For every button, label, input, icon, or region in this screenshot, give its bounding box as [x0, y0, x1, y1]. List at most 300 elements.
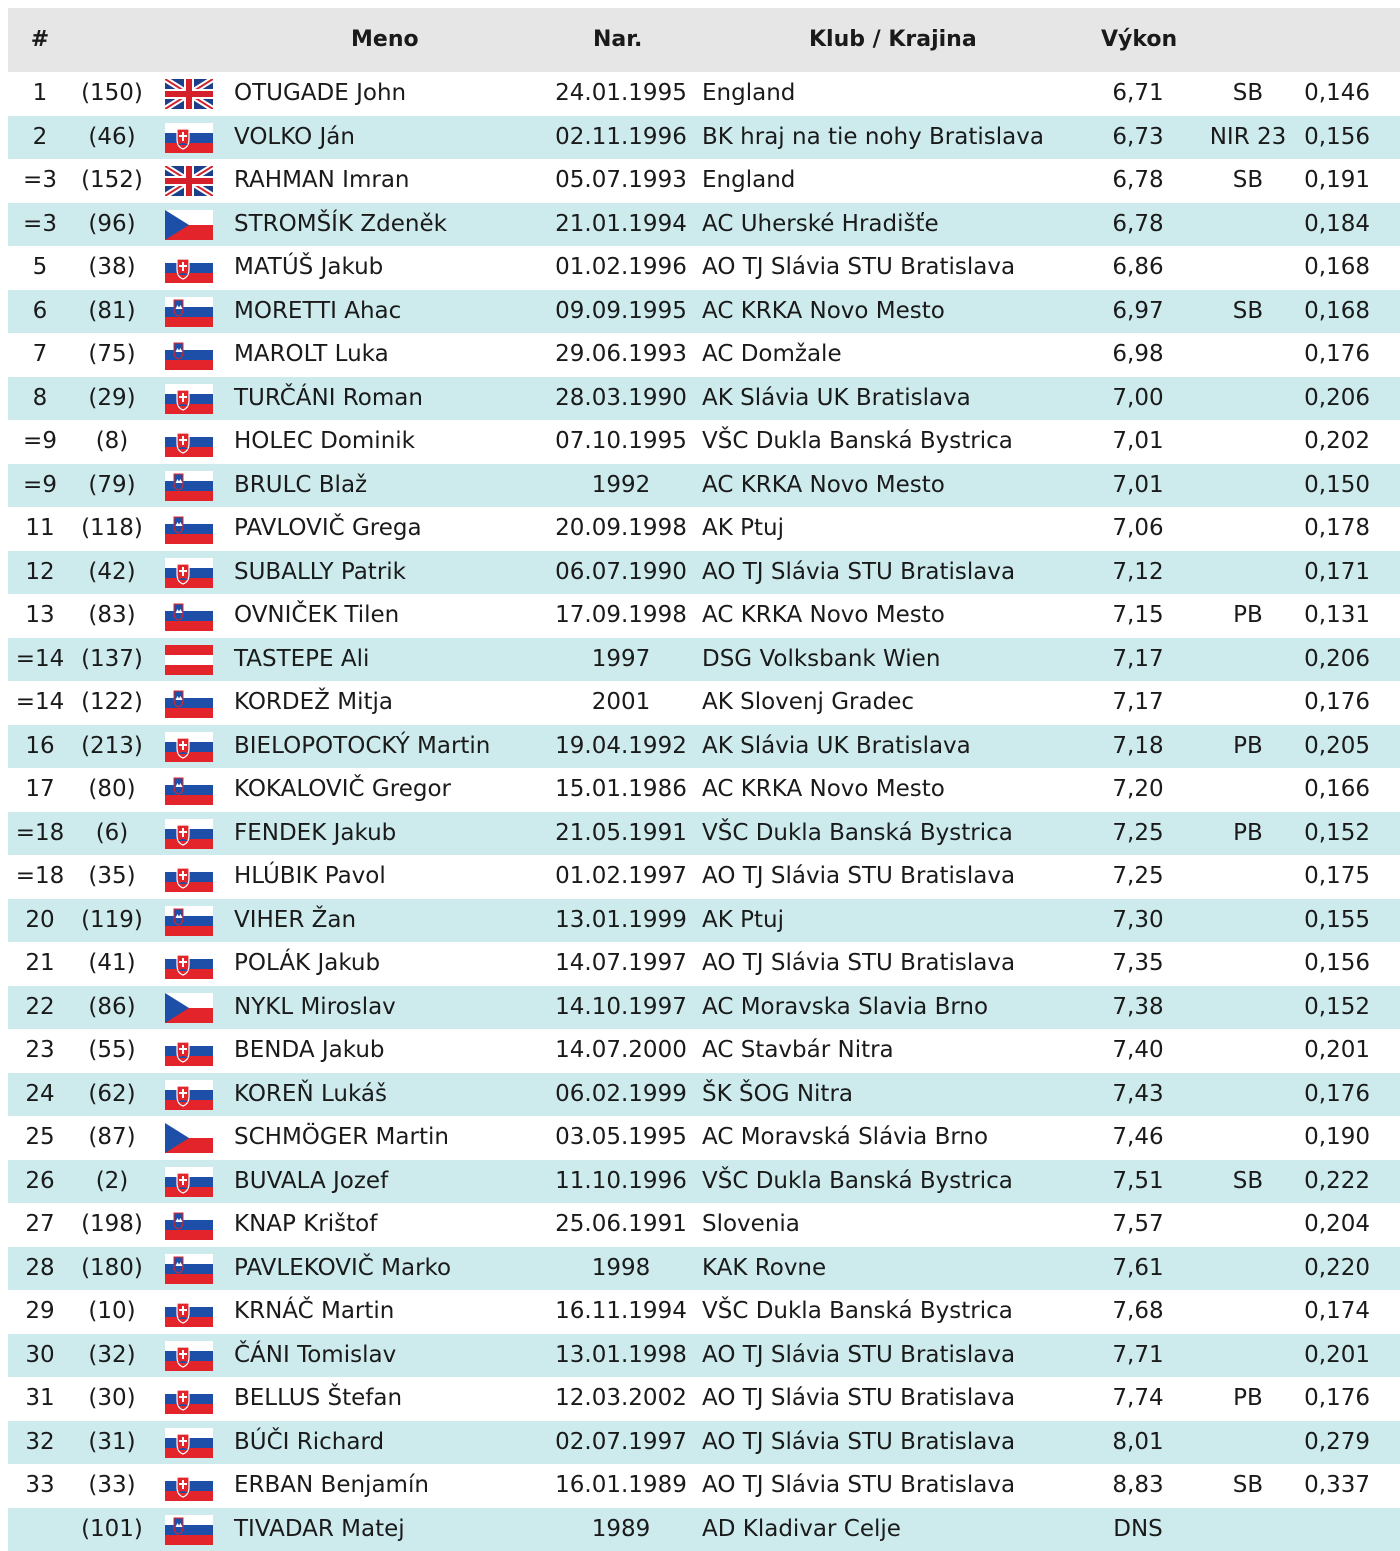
club-cell: AO TJ Slávia STU Bratislava [702, 1421, 1015, 1465]
reaction-cell: 0,337 [1304, 1464, 1370, 1508]
name-cell: KORDEŽ Mitja [234, 681, 393, 725]
reaction-cell: 0,156 [1304, 942, 1370, 986]
rank-cell: 31 [8, 1377, 72, 1421]
rank-cell: 8 [8, 377, 72, 421]
club-cell: AK Slávia UK Bratislava [702, 377, 971, 421]
bib-cell: (79) [74, 464, 150, 508]
bib-cell: (41) [74, 942, 150, 986]
rank-cell: 13 [8, 594, 72, 638]
table-row [8, 1334, 1400, 1378]
czech-flag-icon [165, 993, 213, 1023]
born-cell: 16.01.1989 [548, 1464, 694, 1508]
table-row [8, 1508, 1400, 1551]
bib-cell: (150) [74, 72, 150, 116]
club-cell: AK Slovenj Gradec [702, 681, 914, 725]
name-cell: OVNIČEK Tilen [234, 594, 399, 638]
born-cell: 12.03.2002 [548, 1377, 694, 1421]
name-cell: BENDA Jakub [234, 1029, 385, 1073]
reaction-cell: 0,131 [1304, 594, 1370, 638]
bib-cell: (118) [74, 507, 150, 551]
club-cell: England [702, 159, 795, 203]
born-cell: 06.07.1990 [548, 551, 694, 595]
bib-cell: (101) [74, 1508, 150, 1551]
name-cell: BELLUS Štefan [234, 1377, 402, 1421]
table-row [8, 551, 1400, 595]
performance-cell: 7,43 [1094, 1073, 1182, 1117]
header-born: Nar. [593, 8, 642, 72]
table-row [8, 507, 1400, 551]
table-row [8, 812, 1400, 856]
note-cell: PB [1202, 594, 1294, 638]
table-row [8, 681, 1400, 725]
performance-cell: 7,57 [1094, 1203, 1182, 1247]
performance-cell: 7,51 [1094, 1160, 1182, 1204]
performance-cell: 7,35 [1094, 942, 1182, 986]
rank-cell: 27 [8, 1203, 72, 1247]
bib-cell: (213) [74, 725, 150, 769]
slovakia-flag-icon [165, 1167, 213, 1197]
rank-cell: 2 [8, 116, 72, 160]
performance-cell: 7,71 [1094, 1334, 1182, 1378]
note-cell: SB [1202, 290, 1294, 334]
name-cell: BRULC Blaž [234, 464, 367, 508]
born-cell: 20.09.1998 [548, 507, 694, 551]
rank-cell: =3 [8, 159, 72, 203]
slovenia-flag-icon [165, 1254, 213, 1284]
name-cell: POLÁK Jakub [234, 942, 380, 986]
reaction-cell: 0,220 [1304, 1247, 1370, 1291]
performance-cell: 6,97 [1094, 290, 1182, 334]
austria-flag-icon [165, 645, 213, 675]
table-row [8, 1116, 1400, 1160]
note-cell: NIR 23 [1202, 116, 1294, 160]
born-cell: 1997 [548, 638, 694, 682]
born-cell: 06.02.1999 [548, 1073, 694, 1117]
reaction-cell: 0,155 [1304, 899, 1370, 943]
club-cell: AC Moravska Slavia Brno [702, 986, 988, 1030]
slovakia-flag-icon [165, 558, 213, 588]
club-cell: AC Stavbár Nitra [702, 1029, 894, 1073]
rank-cell: =18 [8, 855, 72, 899]
bib-cell: (35) [74, 855, 150, 899]
born-cell: 02.11.1996 [548, 116, 694, 160]
rank-cell: 29 [8, 1290, 72, 1334]
rank-cell: 7 [8, 333, 72, 377]
bib-cell: (80) [74, 768, 150, 812]
born-cell: 2001 [548, 681, 694, 725]
born-cell: 28.03.1990 [548, 377, 694, 421]
table-row [8, 116, 1400, 160]
reaction-cell: 0,279 [1304, 1421, 1370, 1465]
reaction-cell: 0,206 [1304, 377, 1370, 421]
slovakia-flag-icon [165, 123, 213, 153]
born-cell: 11.10.1996 [548, 1160, 694, 1204]
results-table [8, 8, 1400, 1551]
performance-cell: DNS [1094, 1508, 1182, 1551]
reaction-cell: 0,171 [1304, 551, 1370, 595]
header-performance: Výkon [1101, 8, 1177, 72]
table-row [8, 1377, 1400, 1421]
note-cell: SB [1202, 159, 1294, 203]
club-cell: AC Moravská Slávia Brno [702, 1116, 988, 1160]
reaction-cell: 0,146 [1304, 72, 1370, 116]
name-cell: ERBAN Benjamín [234, 1464, 429, 1508]
bib-cell: (31) [74, 1421, 150, 1465]
slovakia-flag-icon [165, 732, 213, 762]
name-cell: TURČÁNI Roman [234, 377, 423, 421]
czech-flag-icon [165, 1123, 213, 1153]
header-club: Klub / Krajina [809, 8, 977, 72]
performance-cell: 7,61 [1094, 1247, 1182, 1291]
club-cell: AC KRKA Novo Mesto [702, 594, 945, 638]
table-row [8, 942, 1400, 986]
born-cell: 14.07.2000 [548, 1029, 694, 1073]
bib-cell: (83) [74, 594, 150, 638]
bib-cell: (33) [74, 1464, 150, 1508]
rank-cell: 24 [8, 1073, 72, 1117]
club-cell: AK Ptuj [702, 899, 784, 943]
slovakia-flag-icon [165, 1297, 213, 1327]
club-cell: ŠK ŠOG Nitra [702, 1073, 853, 1117]
bib-cell: (87) [74, 1116, 150, 1160]
rank-cell: =9 [8, 420, 72, 464]
rank-cell: 33 [8, 1464, 72, 1508]
table-body [8, 72, 1400, 1551]
born-cell: 1989 [548, 1508, 694, 1551]
club-cell: AO TJ Slávia STU Bratislava [702, 551, 1015, 595]
reaction-cell: 0,202 [1304, 420, 1370, 464]
czech-flag-icon [165, 210, 213, 240]
note-cell: PB [1202, 812, 1294, 856]
name-cell: HLÚBIK Pavol [234, 855, 386, 899]
slovenia-flag-icon [165, 471, 213, 501]
born-cell: 19.04.1992 [548, 725, 694, 769]
reaction-cell: 0,168 [1304, 290, 1370, 334]
table-row [8, 594, 1400, 638]
header-name: Meno [351, 8, 419, 72]
club-cell: AO TJ Slávia STU Bratislava [702, 942, 1015, 986]
rank-cell: 25 [8, 1116, 72, 1160]
reaction-cell: 0,190 [1304, 1116, 1370, 1160]
club-cell: AC KRKA Novo Mesto [702, 768, 945, 812]
slovenia-flag-icon [165, 1515, 213, 1545]
name-cell: NYKL Miroslav [234, 986, 396, 1030]
name-cell: TASTEPE Ali [234, 638, 369, 682]
performance-cell: 7,17 [1094, 638, 1182, 682]
performance-cell: 7,01 [1094, 420, 1182, 464]
born-cell: 03.05.1995 [548, 1116, 694, 1160]
name-cell: SCHMÖGER Martin [234, 1116, 449, 1160]
rank-cell: 1 [8, 72, 72, 116]
performance-cell: 6,78 [1094, 203, 1182, 247]
born-cell: 24.01.1995 [548, 72, 694, 116]
performance-cell: 7,46 [1094, 1116, 1182, 1160]
bib-cell: (96) [74, 203, 150, 247]
name-cell: SUBALLY Patrik [234, 551, 406, 595]
performance-cell: 7,30 [1094, 899, 1182, 943]
reaction-cell: 0,178 [1304, 507, 1370, 551]
born-cell: 1998 [548, 1247, 694, 1291]
performance-cell: 6,98 [1094, 333, 1182, 377]
club-cell: AK Slávia UK Bratislava [702, 725, 971, 769]
reaction-cell: 0,168 [1304, 246, 1370, 290]
slovenia-flag-icon [165, 340, 213, 370]
slovenia-flag-icon [165, 688, 213, 718]
performance-cell: 8,01 [1094, 1421, 1182, 1465]
club-cell: DSG Volksbank Wien [702, 638, 940, 682]
club-cell: VŠC Dukla Banská Bystrica [702, 1160, 1013, 1204]
bib-cell: (29) [74, 377, 150, 421]
name-cell: BUVALA Jozef [234, 1160, 388, 1204]
name-cell: PAVLEKOVIČ Marko [234, 1247, 451, 1291]
reaction-cell: 0,201 [1304, 1334, 1370, 1378]
table-row [8, 203, 1400, 247]
bib-cell: (2) [74, 1160, 150, 1204]
note-cell: SB [1202, 1464, 1294, 1508]
performance-cell: 6,86 [1094, 246, 1182, 290]
table-row [8, 72, 1400, 116]
club-cell: KAK Rovne [702, 1247, 826, 1291]
bib-cell: (10) [74, 1290, 150, 1334]
slovenia-flag-icon [165, 1210, 213, 1240]
name-cell: MAROLT Luka [234, 333, 389, 377]
slovenia-flag-icon [165, 906, 213, 936]
reaction-cell: 0,156 [1304, 116, 1370, 160]
born-cell: 13.01.1999 [548, 899, 694, 943]
performance-cell: 7,00 [1094, 377, 1182, 421]
reaction-cell: 0,201 [1304, 1029, 1370, 1073]
reaction-cell: 0,166 [1304, 768, 1370, 812]
performance-cell: 7,17 [1094, 681, 1182, 725]
born-cell: 21.05.1991 [548, 812, 694, 856]
slovenia-flag-icon [165, 775, 213, 805]
reaction-cell: 0,150 [1304, 464, 1370, 508]
table-row [8, 377, 1400, 421]
bib-cell: (81) [74, 290, 150, 334]
slovakia-flag-icon [165, 1036, 213, 1066]
table-row [8, 1290, 1400, 1334]
rank-cell: =14 [8, 638, 72, 682]
bib-cell: (198) [74, 1203, 150, 1247]
rank-cell: 6 [8, 290, 72, 334]
slovakia-flag-icon [165, 862, 213, 892]
club-cell: VŠC Dukla Banská Bystrica [702, 812, 1013, 856]
club-cell: BK hraj na tie nohy Bratislava [702, 116, 1044, 160]
reaction-cell: 0,175 [1304, 855, 1370, 899]
name-cell: OTUGADE John [234, 72, 406, 116]
slovenia-flag-icon [165, 297, 213, 327]
reaction-cell: 0,176 [1304, 1377, 1370, 1421]
club-cell: VŠC Dukla Banská Bystrica [702, 1290, 1013, 1334]
name-cell: VIHER Žan [234, 899, 356, 943]
table-row [8, 464, 1400, 508]
rank-cell: 23 [8, 1029, 72, 1073]
bib-cell: (8) [74, 420, 150, 464]
rank-cell: =18 [8, 812, 72, 856]
performance-cell: 7,06 [1094, 507, 1182, 551]
rank-cell: =3 [8, 203, 72, 247]
slovakia-flag-icon [165, 819, 213, 849]
born-cell: 14.07.1997 [548, 942, 694, 986]
performance-cell: 7,74 [1094, 1377, 1182, 1421]
name-cell: FENDEK Jakub [234, 812, 396, 856]
club-cell: AC KRKA Novo Mesto [702, 290, 945, 334]
born-cell: 13.01.1998 [548, 1334, 694, 1378]
rank-cell: 21 [8, 942, 72, 986]
born-cell: 15.01.1986 [548, 768, 694, 812]
club-cell: Slovenia [702, 1203, 800, 1247]
club-cell: AO TJ Slávia STU Bratislava [702, 1377, 1015, 1421]
born-cell: 21.01.1994 [548, 203, 694, 247]
rank-cell: 28 [8, 1247, 72, 1291]
reaction-cell: 0,152 [1304, 986, 1370, 1030]
name-cell: MORETTI Ahac [234, 290, 401, 334]
note-cell: SB [1202, 1160, 1294, 1204]
name-cell: MATÚŠ Jakub [234, 246, 383, 290]
rank-cell: 30 [8, 1334, 72, 1378]
rank-cell: 12 [8, 551, 72, 595]
performance-cell: 7,18 [1094, 725, 1182, 769]
name-cell: KRNÁČ Martin [234, 1290, 394, 1334]
rank-cell: 11 [8, 507, 72, 551]
slovenia-flag-icon [165, 514, 213, 544]
bib-cell: (137) [74, 638, 150, 682]
name-cell: BÚČI Richard [234, 1421, 384, 1465]
slovakia-flag-icon [165, 949, 213, 979]
name-cell: KOKALOVIČ Gregor [234, 768, 451, 812]
table-row [8, 1160, 1400, 1204]
born-cell: 25.06.1991 [548, 1203, 694, 1247]
performance-cell: 7,25 [1094, 812, 1182, 856]
bib-cell: (46) [74, 116, 150, 160]
reaction-cell: 0,206 [1304, 638, 1370, 682]
born-cell: 05.07.1993 [548, 159, 694, 203]
performance-cell: 7,20 [1094, 768, 1182, 812]
born-cell: 29.06.1993 [548, 333, 694, 377]
performance-cell: 7,12 [1094, 551, 1182, 595]
performance-cell: 7,15 [1094, 594, 1182, 638]
table-row [8, 1421, 1400, 1465]
note-cell: PB [1202, 1377, 1294, 1421]
rank-cell: =9 [8, 464, 72, 508]
united-kingdom-flag-icon [165, 79, 213, 109]
performance-cell: 8,83 [1094, 1464, 1182, 1508]
bib-cell: (42) [74, 551, 150, 595]
born-cell: 16.11.1994 [548, 1290, 694, 1334]
club-cell: AC KRKA Novo Mesto [702, 464, 945, 508]
club-cell: AO TJ Slávia STU Bratislava [702, 1334, 1015, 1378]
performance-cell: 7,68 [1094, 1290, 1182, 1334]
slovakia-flag-icon [165, 1080, 213, 1110]
note-cell: SB [1202, 72, 1294, 116]
name-cell: RAHMAN Imran [234, 159, 410, 203]
club-cell: AO TJ Slávia STU Bratislava [702, 246, 1015, 290]
reaction-cell: 0,222 [1304, 1160, 1370, 1204]
born-cell: 09.09.1995 [548, 290, 694, 334]
rank-cell: 32 [8, 1421, 72, 1465]
name-cell: KNAP Krištof [234, 1203, 377, 1247]
club-cell: AO TJ Slávia STU Bratislava [702, 855, 1015, 899]
slovakia-flag-icon [165, 1471, 213, 1501]
reaction-cell: 0,174 [1304, 1290, 1370, 1334]
club-cell: AC Domžale [702, 333, 842, 377]
rank-cell: =14 [8, 681, 72, 725]
bib-cell: (119) [74, 899, 150, 943]
club-cell: VŠC Dukla Banská Bystrica [702, 420, 1013, 464]
table-row [8, 159, 1400, 203]
bib-cell: (55) [74, 1029, 150, 1073]
table-row [8, 246, 1400, 290]
bib-cell: (75) [74, 333, 150, 377]
rank-cell: 22 [8, 986, 72, 1030]
performance-cell: 7,25 [1094, 855, 1182, 899]
born-cell: 07.10.1995 [548, 420, 694, 464]
reaction-cell: 0,184 [1304, 203, 1370, 247]
name-cell: BIELOPOTOCKÝ Martin [234, 725, 490, 769]
rank-cell: 26 [8, 1160, 72, 1204]
reaction-cell: 0,205 [1304, 725, 1370, 769]
table-row [8, 1029, 1400, 1073]
slovakia-flag-icon [165, 427, 213, 457]
performance-cell: 6,78 [1094, 159, 1182, 203]
born-cell: 01.02.1996 [548, 246, 694, 290]
bib-cell: (86) [74, 986, 150, 1030]
table-row [8, 333, 1400, 377]
bib-cell: (62) [74, 1073, 150, 1117]
header-rank: # [8, 8, 72, 72]
note-cell: PB [1202, 725, 1294, 769]
name-cell: STROMŠÍK Zdeněk [234, 203, 447, 247]
table-row [8, 855, 1400, 899]
name-cell: HOLEC Dominik [234, 420, 415, 464]
table-row [8, 638, 1400, 682]
bib-cell: (30) [74, 1377, 150, 1421]
born-cell: 17.09.1998 [548, 594, 694, 638]
bib-cell: (152) [74, 159, 150, 203]
club-cell: AC Uherské Hradišťe [702, 203, 939, 247]
born-cell: 1992 [548, 464, 694, 508]
bib-cell: (122) [74, 681, 150, 725]
slovakia-flag-icon [165, 1428, 213, 1458]
table-row [8, 1247, 1400, 1291]
table-row [8, 899, 1400, 943]
club-cell: AK Ptuj [702, 507, 784, 551]
united-kingdom-flag-icon [165, 166, 213, 196]
name-cell: KOREŇ Lukáš [234, 1073, 387, 1117]
reaction-cell: 0,176 [1304, 1073, 1370, 1117]
born-cell: 14.10.1997 [548, 986, 694, 1030]
slovakia-flag-icon [165, 253, 213, 283]
performance-cell: 6,73 [1094, 116, 1182, 160]
bib-cell: (180) [74, 1247, 150, 1291]
club-cell: AD Kladivar Celje [702, 1508, 901, 1551]
rank-cell: 17 [8, 768, 72, 812]
bib-cell: (6) [74, 812, 150, 856]
club-cell: AO TJ Slávia STU Bratislava [702, 1464, 1015, 1508]
slovakia-flag-icon [165, 384, 213, 414]
performance-cell: 6,71 [1094, 72, 1182, 116]
table-row [8, 986, 1400, 1030]
performance-cell: 7,40 [1094, 1029, 1182, 1073]
table-header [8, 8, 1400, 72]
reaction-cell: 0,152 [1304, 812, 1370, 856]
rank-cell: 20 [8, 899, 72, 943]
reaction-cell: 0,204 [1304, 1203, 1370, 1247]
performance-cell: 7,01 [1094, 464, 1182, 508]
club-cell: England [702, 72, 795, 116]
performance-cell: 7,38 [1094, 986, 1182, 1030]
table-row [8, 725, 1400, 769]
